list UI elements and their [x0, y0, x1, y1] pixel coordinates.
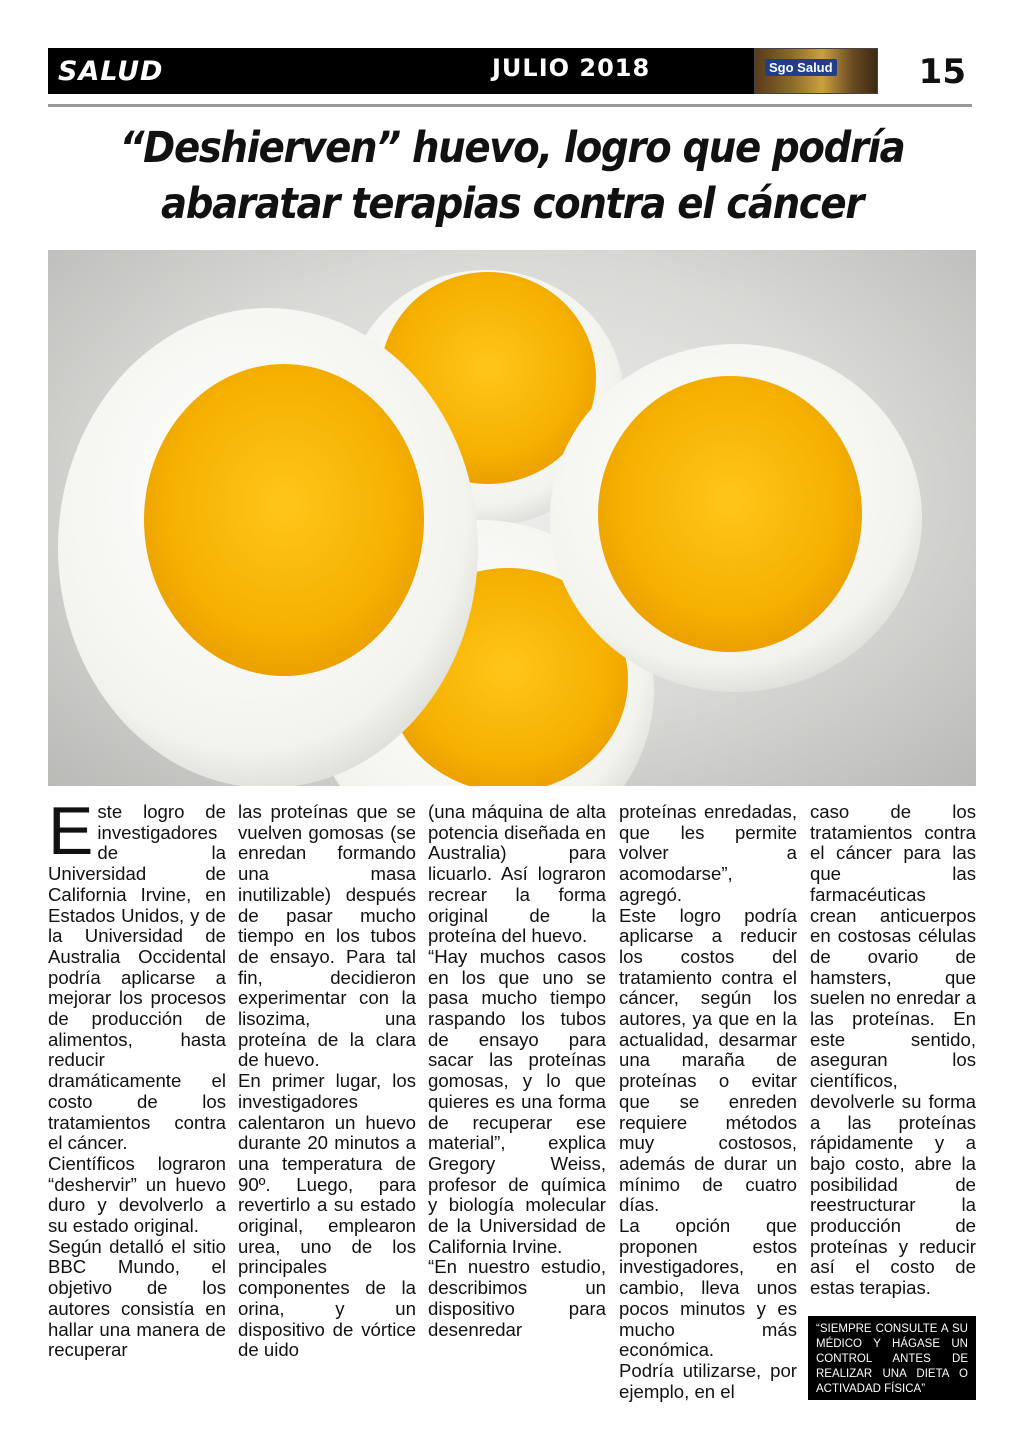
column-4	[619, 802, 797, 1402]
health-notice-box: “SIEMPRE CONSULTE A SU MÉDICO Y HÁGASE UN CONTROL ANTES DE REALIZAR UNA DIETA O ACTIVADAD FÍSICA”	[808, 1316, 976, 1400]
paragraph: ste logro de investigadores de la Universidad de California Irvine, en Estados Unidos, y de la Universidad de Australia Occidental podría aplicarse a mejorar los procesos de producción de alimentos, hasta reducir dramáticamente el costo de los tratamientos contra el cáncer.	[48, 801, 226, 1154]
paragraph: Según detalló el sitio BBC Mundo, el objetivo de los autores consistía en hallar una manera de recuperar	[48, 1235, 226, 1361]
title-line-1: “Deshierven” huevo, logro que podría	[119, 123, 905, 173]
paragraph: La opción que proponen estos investigadores, en cambio, lleva unos pocos minutos y es mucho más económica.	[619, 1215, 797, 1361]
logo-text: Sgo Salud	[765, 59, 837, 76]
page-header	[48, 48, 976, 94]
column-5	[810, 802, 976, 1299]
article-title	[105, 120, 919, 232]
column-3	[428, 802, 606, 1340]
paragraph: proteínas enredadas, que les permite volver a acomodarse”, agregó.	[619, 801, 797, 905]
drop-cap: E	[48, 793, 94, 869]
issue-date: JULIO 2018	[492, 54, 651, 82]
section-label: SALUD	[58, 56, 164, 87]
header-divider	[48, 104, 972, 107]
column-2	[238, 802, 416, 1361]
egg-left	[58, 308, 478, 786]
article-photo	[48, 250, 976, 786]
paragraph: caso de los tratamientos contra el cáncer para las que las farmacéuticas crean anticuerpos en costosas células de ovario de hamsters, que suelen no enredar a las proteínas. En este sentido, aseguran los científicos, devolverle su forma a las proteínas rápidamente y a bajo costo, abre la posibilidad de reestructurar la producción de proteínas y reducir así el costo de estas terapias.	[810, 801, 976, 1299]
magazine-logo	[754, 48, 878, 94]
eggs-illustration	[48, 250, 976, 786]
paragraph: Este logro podría aplicarse a reducir los costos del tratamiento contra el cáncer, según los autores, ya que en la actualidad, desarmar una maraña de proteínas o evitar que se enreden requiere métodos muy costosos, además de durar un mínimo de cuatro días.	[619, 904, 797, 1216]
paragraph: las proteínas que se vuelven gomosas (se enredan formando una masa inutilizable) después de pasar mucho tiempo en los tubos de ensayo. Para tal fin, decidieron experimentar con la lisozima, una proteína de la clara de huevo.	[238, 801, 416, 1071]
egg-right	[550, 344, 922, 692]
paragraph: Científicos lograron “deshervir” un huevo duro y devolverlo a su estado original.	[48, 1152, 226, 1237]
paragraph: (una máquina de alta potencia diseñada en Australia) para licuarlo. Así lograron recrear la forma original de la proteína del huevo.	[428, 801, 606, 947]
paragraph: Podría utilizarse, por ejemplo, en el	[619, 1359, 797, 1402]
paragraph: “En nuestro estudio, describimos un dispositivo para desenredar	[428, 1256, 606, 1340]
title-line-2: abaratar terapias contra el cáncer	[160, 179, 864, 229]
header-bar	[48, 48, 754, 94]
paragraph: “Hay muchos casos en los que uno se pasa mucho tiempo raspando los tubos de ensayo para sacar las proteínas gomosas, y lo que quieres es una forma de recuperar ese material”, explica Gregory Weiss, profesor de química y biología molecular de la Universidad de California Irvine.	[428, 945, 606, 1257]
page-number: 15	[918, 52, 966, 92]
column-1	[48, 793, 226, 1361]
paragraph: En primer lugar, los investigadores calentaron un huevo durante 20 minutos a una temperatura de 90º. Luego, para revertirlo a su estado original, emplearon urea, uno de los principales componentes de la orina, y un dispositivo de vórtice de uido	[238, 1070, 416, 1361]
